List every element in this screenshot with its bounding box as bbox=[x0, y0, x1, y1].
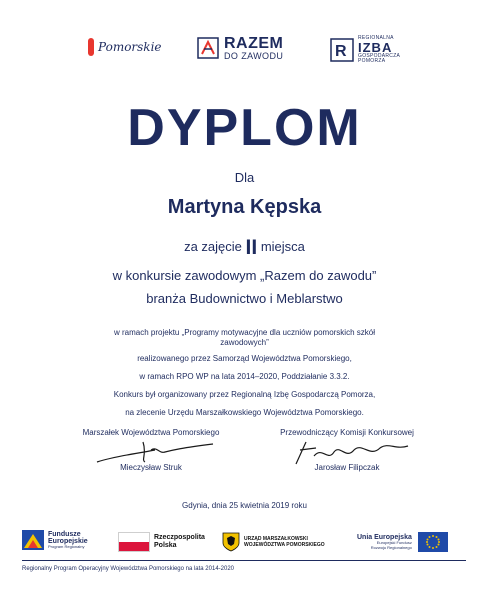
competition-line: w konkursie zawodowym „Razem do zawodu” bbox=[112, 268, 377, 283]
place-prefix: za zajęcie bbox=[184, 239, 242, 254]
eu-flag-icon bbox=[418, 532, 448, 552]
fundusze-europejskie-logo bbox=[22, 530, 88, 550]
um-line2: WOJEWÓDZTWA POMORSKIEGO bbox=[244, 542, 325, 548]
pomorskie-crest-icon bbox=[222, 532, 240, 552]
industry-line: branża Budownictwo i Meblarstwo bbox=[146, 291, 343, 306]
ue-line3: Rozwoju Regionalnego bbox=[370, 544, 412, 550]
program-line: w ramach RPO WP na lata 2014–2020, Poddziałanie 3.3.2. bbox=[139, 372, 350, 381]
izba-line3: GOSPODARCZA bbox=[358, 53, 401, 59]
izba-line1: REGIONALNA bbox=[358, 35, 394, 41]
svg-text:R: R bbox=[335, 43, 347, 60]
razem-line1: RAZEM bbox=[224, 34, 284, 52]
organizer-line: realizowanego przez Samorząd Województwa Pomorskiego, bbox=[137, 354, 352, 363]
razem-logo-icon bbox=[197, 37, 219, 59]
ue-line1: Unia Europejska bbox=[357, 533, 412, 541]
unia-europejska-logo bbox=[357, 532, 448, 552]
diploma-title: DYPLOM bbox=[127, 99, 362, 157]
pomorskie-logo bbox=[88, 36, 162, 58]
rp-line1: Rzeczpospolita bbox=[154, 534, 205, 542]
izba-logo bbox=[330, 34, 400, 66]
place-number: II bbox=[245, 236, 258, 259]
fundusze-europejskie-icon bbox=[22, 530, 44, 550]
commissioned-line: na zlecenie Urzędu Marszałkowskiego Województwa Pomorskiego. bbox=[125, 408, 364, 417]
izba-line2: IZBA bbox=[358, 40, 393, 55]
organized-by-line: Konkurs był organizowany przez Regionalną Izbę Gospodarczą Pomorza, bbox=[113, 390, 376, 399]
um-line1: URZĄD MARSZAŁKOWSKI bbox=[244, 535, 308, 542]
left-signatory-name: Mieczysław Struk bbox=[120, 463, 182, 472]
exclamation-mark-icon bbox=[88, 38, 94, 56]
razem-line2: DO ZAWODU bbox=[224, 50, 284, 61]
izba-line4: POMORZA bbox=[358, 58, 386, 64]
footer-divider bbox=[22, 560, 466, 561]
place-line bbox=[0, 236, 489, 260]
fe-line3: Program Regionalny bbox=[48, 544, 85, 550]
izba-logo-icon bbox=[330, 38, 354, 62]
fe-line1: Fundusze bbox=[48, 530, 81, 538]
recipient-name: Martyna Kępska bbox=[167, 196, 322, 218]
poland-flag-icon bbox=[118, 532, 150, 552]
right-signatory-title: Przewodniczący Komisji Konkursowej bbox=[280, 428, 414, 437]
rzeczpospolita-polska-logo bbox=[118, 532, 205, 552]
urzad-marszalkowski-logo bbox=[222, 532, 325, 552]
rp-line2: Polska bbox=[154, 542, 177, 549]
pomorskie-logo-text: Pomorskie bbox=[98, 40, 162, 54]
ue-line2: Europejski Fundusz bbox=[376, 540, 412, 546]
place-suffix: miejsca bbox=[260, 239, 305, 254]
fe-line2: Europejskie bbox=[48, 537, 88, 545]
project-paragraph: w ramach projektu „Programy motywacyjne dla uczniów pomorskich szkół zawodowych” bbox=[114, 328, 375, 347]
razem-do-zawodu-logo bbox=[197, 30, 307, 66]
footer-text: Regionalny Program Operacyjny Województwa Pomorskiego na lata 2014-2020 bbox=[22, 566, 235, 572]
left-signatory-title: Marszałek Województwa Pomorskiego bbox=[82, 428, 220, 437]
right-signatory-name: Jarosław Filipczak bbox=[314, 463, 380, 472]
recipient-prefix: Dla bbox=[234, 170, 255, 185]
issue-date: Gdynia, dnia 25 kwietnia 2019 roku bbox=[182, 501, 307, 510]
